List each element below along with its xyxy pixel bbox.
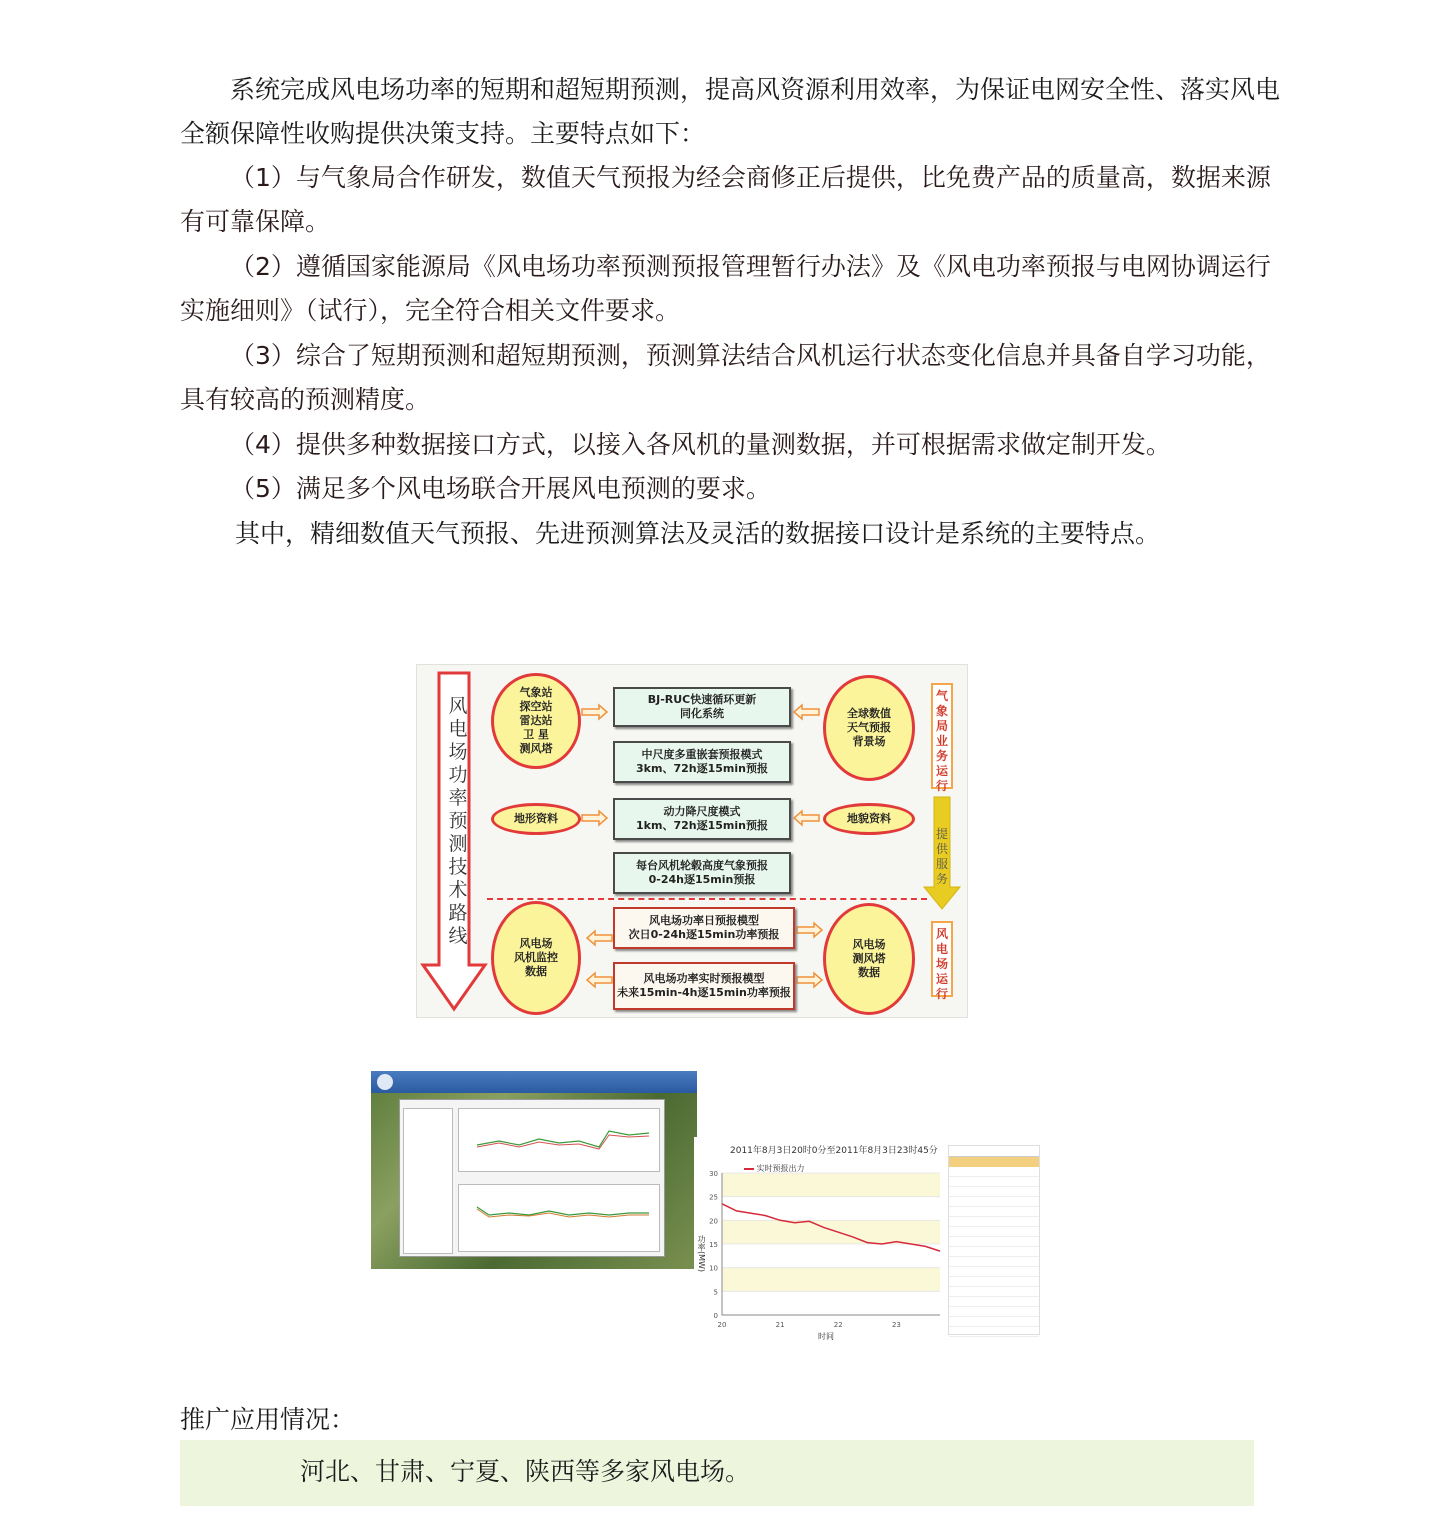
table-header-row	[949, 1157, 1039, 1167]
feature-4: （4）提供多种数据接口方式，以接入各风机的量测数据，并可根据需求做定制开发。	[230, 430, 1171, 459]
table-row	[949, 1247, 1039, 1257]
mesoscale-box: 中尺度多重嵌套预报模式 3km、72h逐15min预报	[613, 741, 791, 783]
intro-paragraph: 系统完成风电场功率的短期和超短期预测，提高风资源利用效率，为保证电网安全性、落实风电全额保障性收购提供决策支持。主要特点如下：	[180, 75, 1281, 148]
x-tick-label: 21	[775, 1321, 785, 1329]
table-row	[949, 1187, 1039, 1197]
side-label-weather-bureau: 气象局业务运行	[931, 683, 953, 789]
table-row	[949, 1217, 1039, 1227]
table-row	[949, 1197, 1039, 1207]
y-tick-label: 20	[709, 1217, 718, 1226]
y-tick-label: 25	[709, 1193, 718, 1202]
chart-band	[722, 1173, 940, 1197]
legend-swatch-icon	[744, 1168, 754, 1170]
y-tick-label: 0	[713, 1312, 718, 1320]
screenshot-chart-bottom	[458, 1184, 660, 1252]
chart-title: 2011年8月3日20时0分至2011年8月3日23时45分	[730, 1146, 938, 1156]
software-screenshot	[371, 1071, 697, 1269]
tower-data-ellipse: 风电场 测风塔 数据	[823, 903, 915, 1015]
table-row	[949, 1327, 1039, 1337]
chart-band	[722, 1268, 940, 1292]
table-row	[949, 1227, 1039, 1237]
table-row	[949, 1317, 1039, 1327]
bjruc-box: BJ-RUC快速循环更新 同化系统	[613, 687, 791, 727]
summary-paragraph: 其中，精细数值天气预报、先进预测算法及灵活的数据接口设计是系统的主要特点。	[235, 519, 1161, 548]
app-logo-icon	[377, 1074, 393, 1090]
arrow-left-icon	[794, 705, 819, 719]
x-tick-label: 20	[717, 1321, 727, 1329]
feature-3: （3）综合了短期预测和超短期预测，预测算法结合风机运行状态变化信息并具备自学习功能，具有较高的预测精度。	[180, 341, 1271, 414]
technical-route-diagram	[416, 664, 968, 1018]
x-tick-label: 23	[891, 1321, 901, 1329]
day-model-box: 风电场功率日预报模型 次日0-24h逐15min功率预报	[613, 907, 795, 949]
bottom-chart-lines	[459, 1185, 659, 1251]
downscale-box: 动力降尺度模式 1km、72h逐15min预报	[613, 798, 791, 840]
table-row	[949, 1287, 1039, 1297]
y-axis-label: 功率(MW)	[697, 1235, 706, 1273]
table-row	[949, 1297, 1039, 1307]
arrow-left-icon	[797, 973, 822, 987]
feature-2: （2）遵循国家能源局《风电场功率预测预报管理暂行办法》及《风电功率预报与电网协调运行实施细则》（试行），完全符合相关文件要求。	[180, 252, 1271, 325]
x-axis-label: 时间	[818, 1332, 834, 1341]
top-chart-lines	[459, 1109, 659, 1171]
y-tick-label: 5	[713, 1288, 718, 1297]
realtime-model-box: 风电场功率实时预报模型 未来15min-4h逐15min功率预报	[613, 962, 795, 1010]
y-tick-label: 15	[709, 1241, 718, 1249]
table-row	[949, 1167, 1039, 1177]
farm-monitor-ellipse: 风电场 风机监控 数据	[491, 901, 581, 1015]
y-tick-label: 10	[709, 1264, 718, 1273]
hub-height-box: 每台风机轮毂高度气象预报 0-24h逐15min预报	[613, 852, 791, 894]
arrow-left-icon	[797, 923, 822, 937]
data-table	[948, 1145, 1040, 1335]
table-row	[949, 1277, 1039, 1287]
table-title-row	[949, 1146, 1039, 1157]
promo-title: 推广应用情况：	[180, 1405, 356, 1434]
promo-box	[180, 1440, 1254, 1506]
forecast-line-chart	[694, 1159, 944, 1359]
dashed-divider	[487, 898, 927, 900]
table-row	[949, 1307, 1039, 1317]
table-row	[949, 1267, 1039, 1277]
x-tick-label: 22	[833, 1321, 843, 1329]
screenshot-sidebar	[403, 1108, 453, 1254]
arrow-right-icon	[582, 705, 607, 719]
observation-sources-ellipse: 气象站 探空站 雷达站 卫 星 测风塔	[491, 673, 581, 769]
terrain-ellipse: 地形资料	[491, 803, 581, 835]
feature-5: （5）满足多个风电场联合开展风电预测的要求。	[230, 474, 771, 503]
arrow-left-icon	[794, 811, 819, 825]
chart-band	[722, 1220, 940, 1244]
table-row	[949, 1207, 1039, 1217]
side-label-service: 提供服务	[935, 827, 948, 886]
arrow-left-icon	[587, 973, 612, 987]
table-row	[949, 1257, 1039, 1267]
global-nwp-ellipse: 全球数值 天气预报 背景场	[823, 675, 915, 781]
chart-legend	[744, 1163, 805, 1174]
arrow-left-icon	[587, 931, 612, 945]
table-row	[949, 1237, 1039, 1247]
forecast-chart-screenshot	[694, 1137, 1042, 1345]
legend-label: 实时预报出力	[756, 1164, 805, 1173]
side-label-farm-operation: 风电场运行	[931, 921, 953, 997]
screenshot-chart-top	[458, 1108, 660, 1172]
feature-1: （1）与气象局合作研发，数值天气预报为经会商修正后提供，比免费产品的质量高，数据来源有可靠保障。	[180, 163, 1271, 236]
screenshot-window	[399, 1099, 665, 1257]
screenshot-titlebar	[371, 1071, 697, 1093]
landuse-ellipse: 地貌资料	[823, 803, 915, 835]
table-row	[949, 1177, 1039, 1187]
table-rows	[949, 1167, 1039, 1337]
y-tick-label: 30	[709, 1170, 718, 1178]
promo-text: 河北、甘肃、宁夏、陕西等多家风电场。	[300, 1457, 751, 1486]
arrow-right-icon	[582, 811, 607, 825]
diagram-title: 风电场功率预测技术路线	[448, 695, 468, 947]
